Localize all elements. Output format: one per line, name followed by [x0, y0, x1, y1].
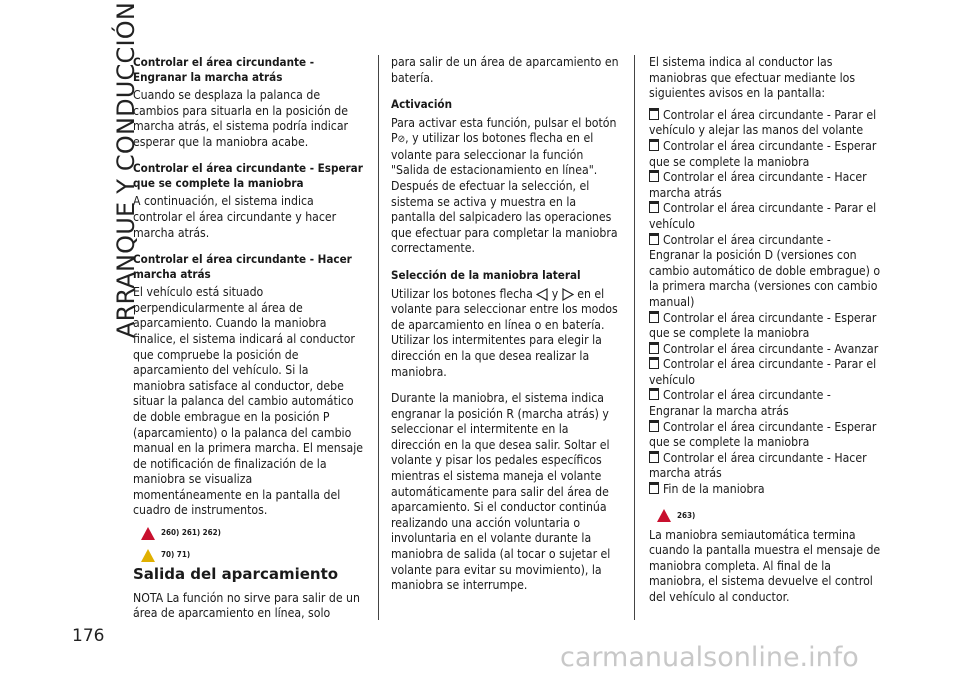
display-message-icon [649, 233, 659, 245]
paragraph: A continuación, el sistema indica controlar el área circundante y hacer marcha atrás. [133, 194, 337, 240]
list-item: Controlar el área circundante - Hacer marcha atrás [649, 170, 867, 200]
display-message-icon [649, 357, 659, 369]
warning-triangle-icon [657, 509, 671, 522]
heading-reverse: Controlar el área circundante - Engranar la marcha atrás [133, 55, 315, 84]
paragraph: para salir de un área de aparcamiento en batería. [391, 55, 619, 85]
display-message-icon [649, 420, 659, 432]
column-3 [649, 55, 881, 612]
display-message-icon [649, 311, 659, 323]
display-message-icon [649, 108, 659, 120]
display-message-list [649, 108, 881, 498]
list-item: Fin de la maniobra [649, 482, 881, 498]
section-title-vertical [86, 2, 140, 340]
column-divider [378, 55, 379, 620]
display-message-icon [649, 451, 659, 463]
section-title: ARRANQUE Y CONDUCCIÓN [112, 2, 140, 338]
list-item: Controlar el área circundante - Parar el vehículo y alejar las manos del volante [649, 107, 877, 138]
paragraph: Durante la maniobra, el sistema indica engranar la posición R (marcha atrás) y seleccionar el intermitente en la dirección en la que desea salir. Soltar el volante y pisar los pedales específicos mientras el sistema maneja el volante automáticamente para salir del área de aparcamiento. Si el conductor continúa realizando una acción voluntaria o involuntaria en el volante durante la maniobra de salida (al tocar o sujetar el volante para evitar su movimiento), la maniobra se interrumpe. [391, 391, 611, 593]
warning-triangle-icon [141, 527, 155, 540]
warning-refs: 263) [657, 508, 881, 524]
list-item: Controlar el área circundante - Esperar que se complete la maniobra [649, 419, 877, 450]
arrow-right-icon [562, 288, 574, 301]
list-item: Controlar el área circundante - Parar el vehículo [649, 357, 877, 387]
heading-wait: Controlar el área circundante - Esperar que se complete la maniobra [133, 161, 363, 190]
park-assist-icon: ⊘ [397, 134, 406, 146]
arrow-left-icon [536, 288, 548, 301]
warning-refs: 260) 261) 262) [141, 525, 363, 541]
section-heading: Salida del aparcamiento [133, 565, 339, 584]
list-item: Controlar el área circundante - Esperar que se complete la maniobra [649, 310, 877, 341]
list-item: Controlar el área circundante - Engranar la posición D (versiones con cambio automático de doble embrague) o la primera marcha (versiones con cambio manual) [649, 232, 881, 309]
list-item: Controlar el área circundante - Avanzar [649, 342, 881, 358]
list-item: Controlar el área circundante - Esperar que se complete la maniobra [649, 138, 877, 169]
column-1 [133, 55, 363, 628]
caution-refs: 70) 71) [141, 547, 363, 563]
paragraph: Cuando se desplaza la palanca de cambios para situarla en la posición de marcha atrás, el sistema podría indicar esperar que la maniobra acabe. [133, 88, 349, 149]
display-message-icon [649, 170, 659, 182]
list-item: Controlar el área circundante - Engranar la marcha atrás [649, 388, 831, 419]
paragraph: Utilizar los botones flecha y en el volante para seleccionar entre los modos de aparcamiento en línea o en batería. Utilizar los intermitentes para elegir la dirección en la que desea realizar la maniobra. [391, 286, 618, 379]
paragraph: NOTA La función no sirve para salir de un área de aparcamiento en línea, solo [133, 590, 360, 621]
caution-triangle-icon [141, 549, 155, 562]
display-message-icon [649, 342, 659, 354]
paragraph: El sistema indica al conductor las maniobras que efectuar mediante los siguientes avisos en la pantalla: [649, 55, 856, 101]
paragraph: Para activar esta función, pulsar el botón P⊘, y utilizar los botones flecha en el volante para seleccionar la función "Salida de estacionamiento en línea". Después de efectuar la selección, el sistema se activa y muestra en la pantalla del salpicadero las operaciones que efectuar para completar la maniobra correctamente. [391, 115, 618, 256]
heading-selection: Selección de la maniobra lateral [391, 268, 581, 283]
column-2 [391, 55, 621, 600]
display-message-icon [649, 201, 659, 213]
heading-do-reverse: Controlar el área circundante - Hacer marcha atrás [133, 252, 352, 281]
watermark: carmanualsonline.info [560, 642, 859, 673]
list-item: Controlar el área circundante - Parar el vehículo [649, 201, 877, 231]
display-message-icon [649, 388, 659, 400]
display-message-icon [649, 482, 659, 494]
display-message-icon [649, 139, 659, 151]
heading-activation: Activación [391, 97, 452, 112]
list-item: Controlar el área circundante - Hacer marcha atrás [649, 450, 867, 481]
paragraph: La maniobra semiautomática termina cuando la pantalla muestra el mensaje de maniobra completa. Al final de la maniobra, el sistema devuelve el control del vehículo al conductor. [649, 527, 881, 604]
page-number: 176 [72, 626, 105, 646]
column-divider [634, 55, 635, 620]
paragraph: El vehículo está situado perpendicularmente al área de aparcamiento. Cuando la maniobra finalice, el sistema indicará al conductor que compruebe la posición de aparcamiento del vehículo. Si la maniobra satisface al conductor, debe situar la palanca del cambio automático de doble embrague en la posición P (aparcamiento) o la palanca del cambio manual en la primera marcha. El mensaje de notificación de finalización de la maniobra se visualiza momentáneamente en la pantalla del cuadro de instrumentos. [133, 285, 363, 518]
